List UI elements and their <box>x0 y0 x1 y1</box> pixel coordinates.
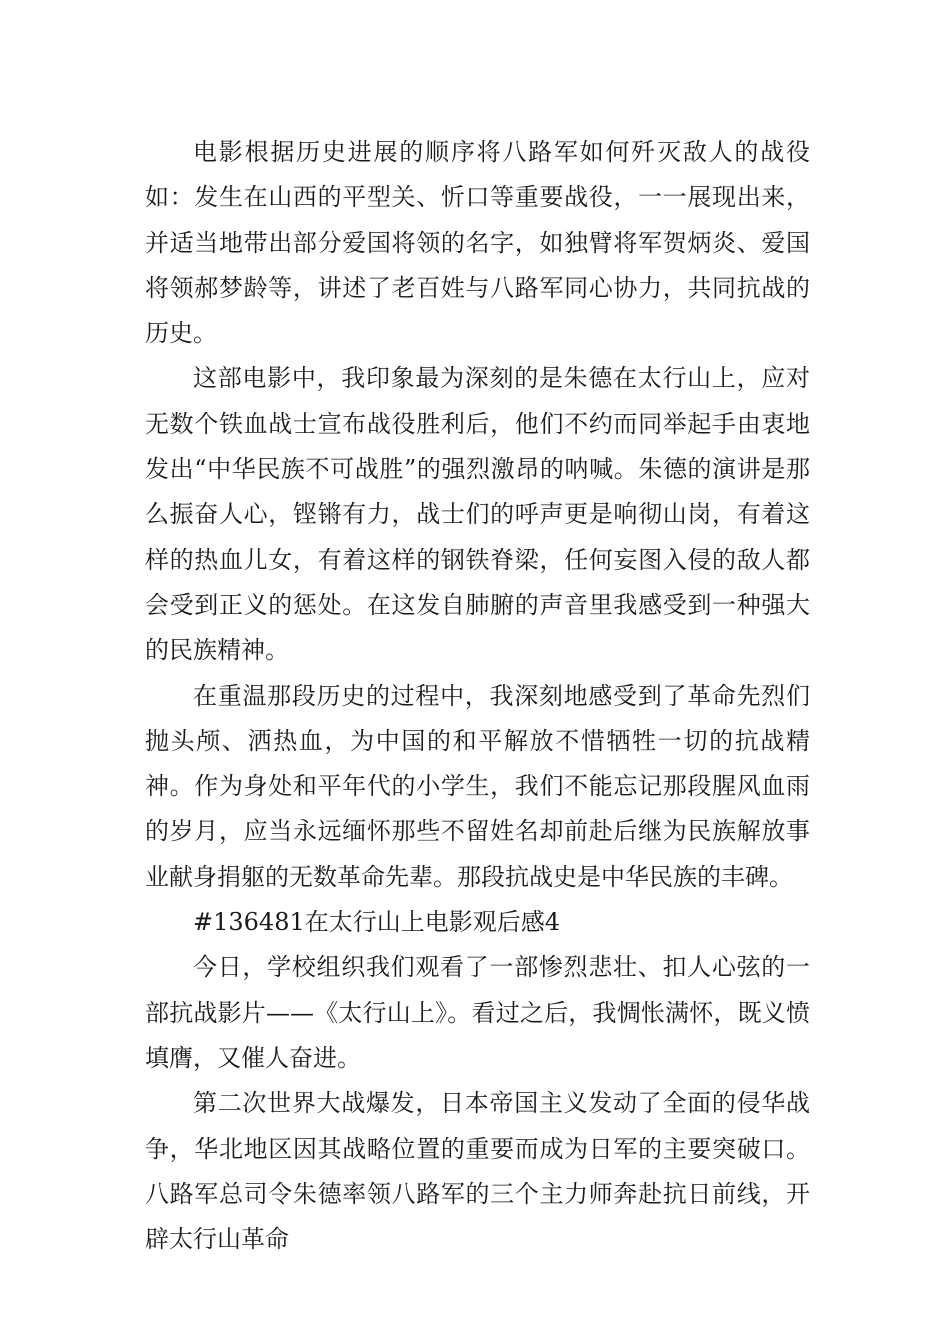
paragraph-zhu-de-speech: 这部电影中，我印象最为深刻的是朱德在太行山上，应对无数个铁血战士宣布战役胜利后，他们不约而同举起手由衷地发出“中华民族不可战胜”的强烈激昂的呐喊。朱德的演讲是那么振奋人心，铿锵有力，战士们的呼声更是响彻山岗，有着这样的热血儿女，有着这样的钢铁脊梁，任何妄图入侵的敌人都会受到正义的惩处。在这发自肺腑的声音里我感受到一种强大的民族精神。 <box>145 364 810 665</box>
document-page <box>145 130 810 1262</box>
paragraph-battles: 电影根据历史进展的顺序将八路军如何歼灭敌人的战役如：发生在山西的平型关、忻口等重要战役，一一展现出来，并适当地带出部分爱国将领的名字，如独臂将军贺炳炎、爱国将领郝梦龄等，讲述了老百姓与八路军同心协力，共同抗战的历史。 <box>145 138 810 348</box>
section-heading: #136481在太行山上电影观后感4 <box>193 908 560 937</box>
paragraph-revolutionary-spirit: 在重温那段历史的过程中，我深刻地感受到了革命先烈们抛头颅、洒热血，为中国的和平解放不惜牺牲一切的抗战精神。作为身处和平年代的小学生，我们不能忘记那段腥风血雨的岁月，应当永远缅怀那些不留姓名却前赴后继为民族解放事业献身捐躯的无数革命先辈。那段抗战史是中华民族的丰碑。 <box>145 681 810 891</box>
paragraph-war-background: 第二次世界大战爆发，日本帝国主义发动了全面的侵华战争，华北地区因其战略位置的重要而成为日军的主要突破口。八路军总司令朱德率领八路军的三个主力师奔赴抗日前线，开辟太行山革命 <box>145 1089 810 1254</box>
paragraph-school-viewing: 今日，学校组织我们观看了一部惨烈悲壮、扣人心弦的一部抗战影片——《太行山上》。看过之后，我惆怅满怀，既义愤填膺，又催人奋进。 <box>145 953 810 1072</box>
